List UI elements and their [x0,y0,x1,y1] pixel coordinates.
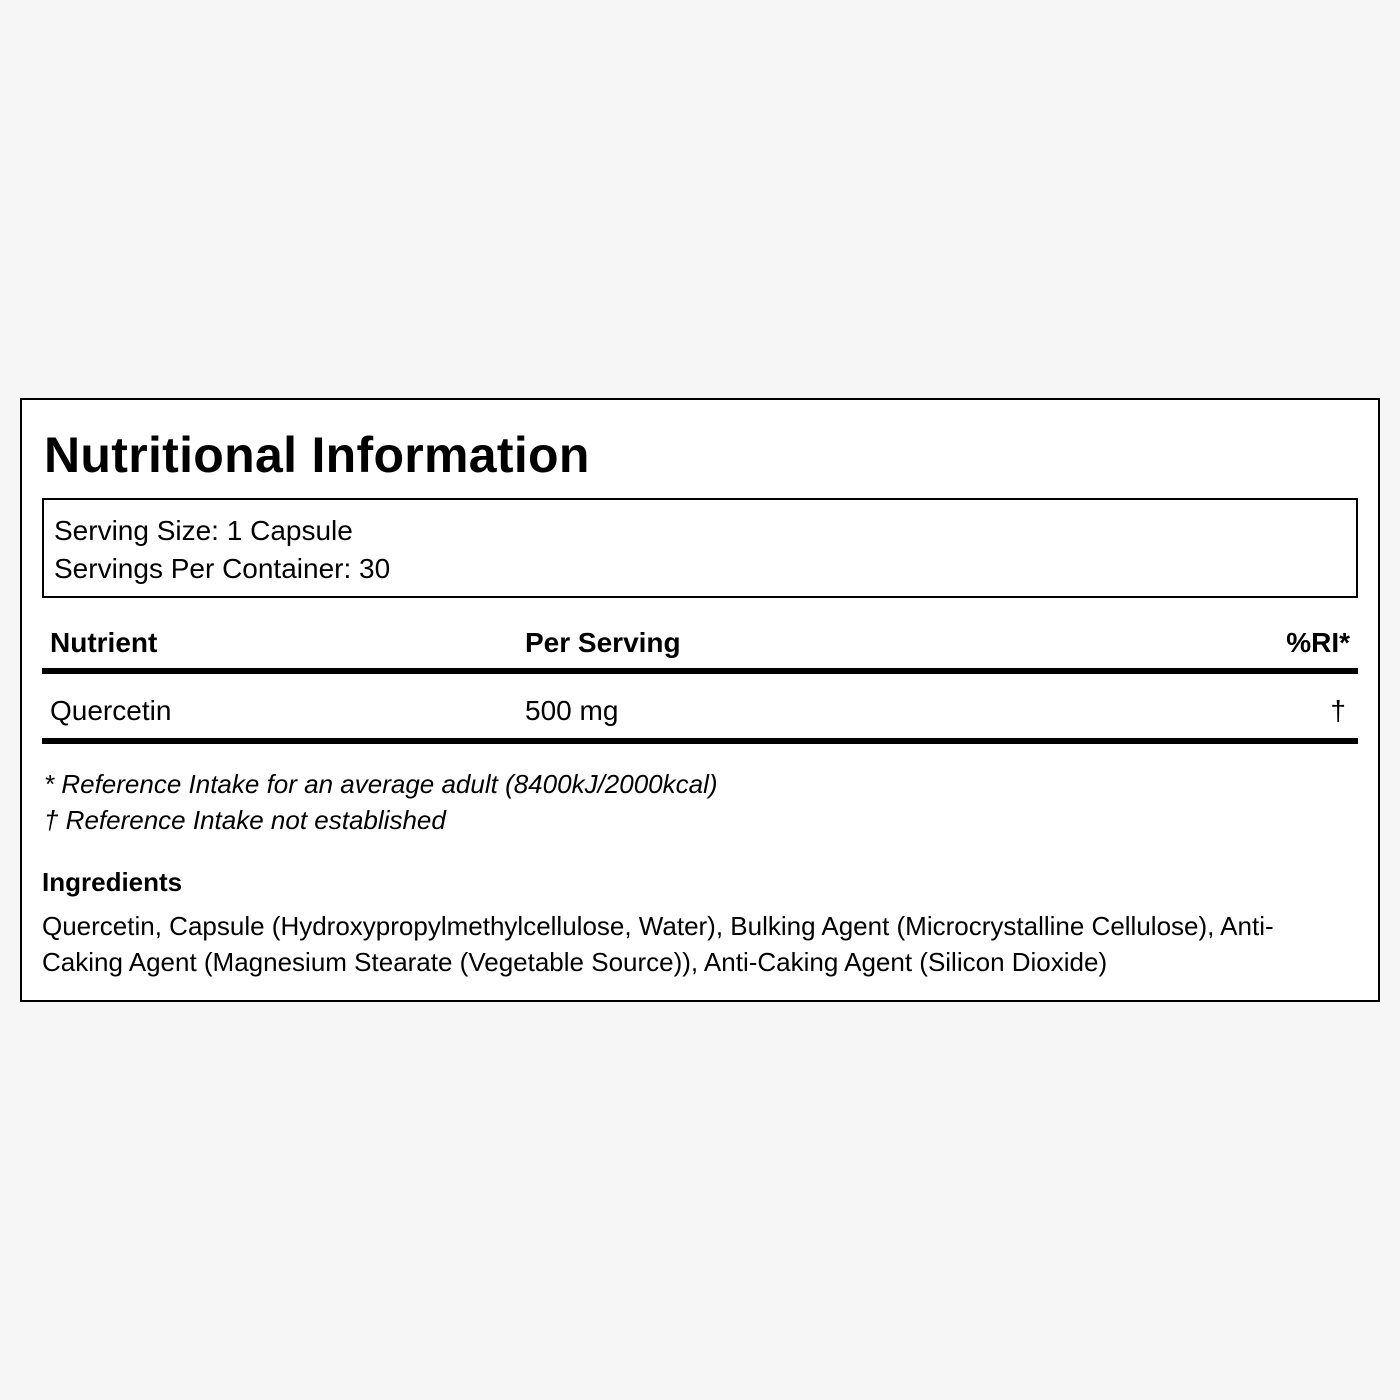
nutrition-panel [20,398,1380,1002]
footnote-not-established: † Reference Intake not established [44,805,446,835]
footnote-reference-intake: * Reference Intake for an average adult (8400kJ/2000kcal) [44,769,718,799]
nutrient-table [42,618,1358,744]
ingredients-heading: Ingredients [42,867,183,897]
header-per-serving: Per Serving [525,627,681,658]
table-header [42,618,1358,674]
serving-info-box [42,498,1358,598]
table-row [42,674,1358,744]
ingredients-text: Quercetin, Capsule (Hydroxypropylmethylcellulose, Water), Bulking Agent (Microcrystalline Cellulose), Anti-Caking Agent (Magnesium Stearate (Vegetable Source)), Anti-Caking Agent (Silicon Dioxide) [42,911,1274,977]
cell-per-serving: 500 mg [525,695,619,726]
cell-nutrient: Quercetin [50,695,172,726]
header-nutrient: Nutrient [50,627,158,658]
servings-per-container: Servings Per Container: 30 [54,553,391,584]
serving-size: Serving Size: 1 Capsule [54,515,353,546]
cell-ri: † [1330,695,1346,726]
header-ri: %RI* [1286,627,1350,658]
panel-title: Nutritional Information [44,427,590,483]
